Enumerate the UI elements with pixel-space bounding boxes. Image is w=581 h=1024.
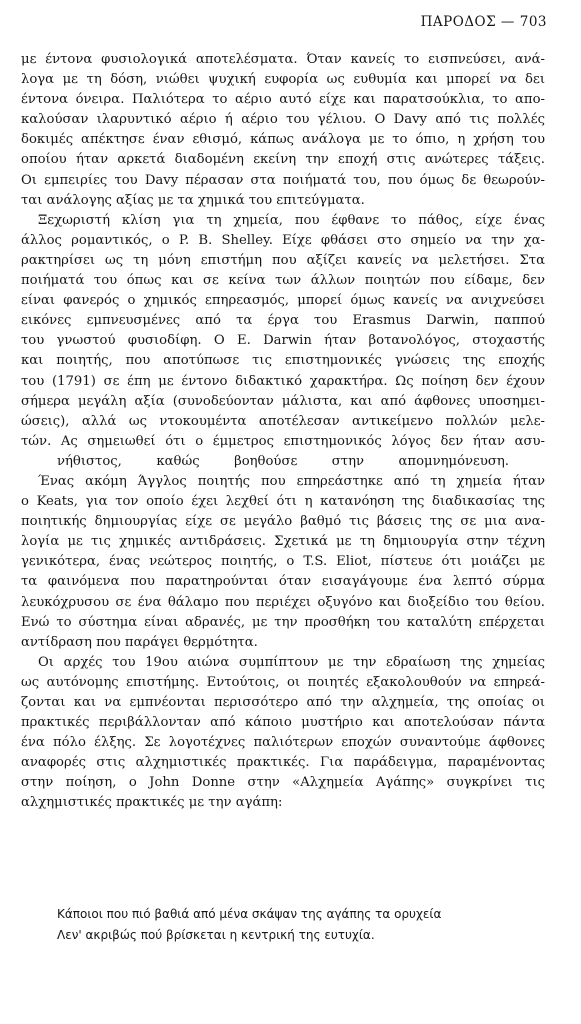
paragraph-4-line-8: αλχημιστικές πρακτικές με την αγάπη: xyxy=(21,795,283,811)
paragraph-1-line-3: έντονα όνειρα. Παλιότερα το αέριο αυτό είχε και παρατσούκλια, το απο- xyxy=(21,92,545,108)
paragraph-2-line-5: είναι φανερός ο χημικός επηρεασμός, μπορεί όμως κανείς να ανιχνεύσει xyxy=(21,293,545,309)
paragraph-1-line-7: Οι εμπειρίες του Davy πέρασαν στα ποιήματά του, που όμως δε θεωρούν- xyxy=(21,172,545,188)
paragraph-1-line-8: ται ανάλογης αξίας με τα χημικά του επιτεύγματα. xyxy=(21,192,365,208)
paragraph-1-line-1: με έντονα φυσιολογικά αποτελέσματα. Όταν κανείς το εισπνεύσει, ανά- xyxy=(21,52,545,67)
paragraph-3-line-2: ο Keats, για τον οποίο έχει λεχθεί ότι η κατανόηση της διαδικασίας της xyxy=(21,494,545,510)
paragraph-4-line-5: ένα πόλο έλξης. Σε λογοτέχνες παλιότερων εποχών συναντούμε άφθονες xyxy=(21,735,545,751)
paragraph-1-line-5: δοκιμές απέκτησε έναν εθισμό, κάπως ανάλογα με το όπιο, η χρήση του xyxy=(21,132,545,148)
paragraph-2-line-4: ποιήματά του όπως και σε κείνα των άλλων ποιητών που είδαμε, δεν xyxy=(21,273,545,289)
poem-quotation xyxy=(57,904,517,946)
paragraph-3-line-6: τα φαινόμενα που παρατηρούνται όταν εισαγάγουμε ένα λεπτό σύρμα xyxy=(21,574,545,590)
paragraph-3-line-5: γενικότερα, ένας νεώτερος ποιητής, ο T.S. Eliot, πίστευε ότι μοιάζει με xyxy=(21,554,545,570)
paragraph-4-line-6: αναφορές στις αλχημιστικές πρακτικές. Για παράδειγμα, παραμένοντας xyxy=(21,755,545,771)
paragraph-2-line-13: νήθιστος, καθώς βοηθούσε στην απομνημόνευση. xyxy=(57,453,509,469)
paragraph-4-line-1: Οι αρχές του 19ου αιώνα συμπίπτουν με την εδραίωση της χημείας xyxy=(38,654,545,670)
paragraph-4-line-2: ως αυτόνομης επιστήμης. Εντούτοις, οι ποιητές εξακολουθούν να επηρεά- xyxy=(21,674,545,690)
paragraph-2-line-7: του γνωστού φυσιοδίφη. Ο E. Darwin ήταν βοτανολόγος, στοχαστής xyxy=(21,333,545,349)
paragraph-3-line-7: λευκόχρυσου σε ένα θάλαμο που περιέχει οξυγόνο και διοξείδιο του θείου. xyxy=(21,594,545,610)
paragraph-4-line-7: στην ποίηση, ο John Donne στην «Αλχημεία Αγάπης» συγκρίνει τις xyxy=(21,775,545,791)
paragraph-4-line-3: ζονται και να εμπνέονται περισσότερο από την αλχημεία, της οποίας οι xyxy=(21,695,545,710)
paragraph-2-line-2: άλλος ρομαντικός, ο P. B. Shelley. Είχε φθάσει στο σημείο να την χα- xyxy=(21,232,545,248)
paragraph-3-line-4: λογία με τις χημικές αντιδράσεις. Σχετικά με τη δημιουργία στην τέχνη xyxy=(21,534,545,550)
paragraph-2-line-11: ώσεις), αλλά ως ντοκουμέντα αποτέλεσαν αντικείμενο πολλών μελε- xyxy=(21,413,545,429)
paragraph-4-line-4: πρακτικές περιβάλλονταν από κάποιο μυστήριο και αποτελούσαν πάντα xyxy=(21,715,545,731)
paragraph-2-line-12: τών. Ας σημειωθεί ότι ο έμμετρος επιστημονικός λόγος δεν ήταν ασυ- xyxy=(21,433,545,449)
paragraph-3-line-1: Ένας ακόμη Άγγλος ποιητής που επηρεάστηκε από τη χημεία ήταν xyxy=(38,473,545,489)
paragraph-2-line-6: εικόνες εμπνευσμένες από τα έργα του Erasmus Darwin, παππού xyxy=(21,313,545,329)
paragraph-2-line-9: του (1791) σε έπη με έντονο διδακτικό χαρακτήρα. Ως ποίηση δεν έχουν xyxy=(21,373,545,389)
paragraph-3-line-3: ποιητικής δημιουργίας είχε σε μεγάλο βαθμό τις βάσεις της σε μια ανα- xyxy=(21,514,545,530)
paragraph-3-line-8: Ενώ το σύστημα είναι αδρανές, με την προσθήκη του καταλύτη επέρχεται xyxy=(21,614,545,630)
poem-line-1: Κάποιοι που πιό βαθιά από μένα σκάψαν της αγάπης τα ορυχεία xyxy=(57,907,442,921)
paragraph-3-line-9: αντίδραση που παράγει θερμότητα. xyxy=(21,634,258,650)
paragraph-2-line-10: σήμερα μεγάλη αξία (συνοδεύονταν μάλιστα, και από άφθονες υποσημει- xyxy=(21,393,545,409)
poem-line-2: Λεν' ακριβώς πού βρίσκεται η κεντρική της ευτυχία. xyxy=(57,928,375,942)
body-text xyxy=(21,50,545,814)
paragraph-2-line-1: Ξεχωριστή κλίση για τη χημεία, που έφθανε το πάθος, είχε ένας xyxy=(38,212,545,228)
paragraph-1-line-2: λογα με τη δόση, νιώθει ψυχική ευφορία ως ευθυμία και μπορεί να δει xyxy=(21,72,545,88)
paragraph-2-line-3: ρακτηρίσει ως τη μόνη επιστήμη που αξίζει κανείς να μελετήσει. Στα xyxy=(21,252,545,268)
paragraph-1-line-6: οποίου ήταν αρκετά διαδομένη εκείνη την εποχή στις ανώτερες τάξεις. xyxy=(21,152,545,168)
running-head: ΠΑΡΟΔΟΣ — 703 xyxy=(420,14,547,30)
paragraph-2-line-8: και ποιητής, που αποτύπωσε τις επιστημονικές γνώσεις της εποχής xyxy=(21,353,545,369)
paragraph-1-line-4: καλούσαν ιλαρυντικό αέριο ή αέριο του γέλιου. Ο Davy από τις πολλές xyxy=(21,112,545,128)
